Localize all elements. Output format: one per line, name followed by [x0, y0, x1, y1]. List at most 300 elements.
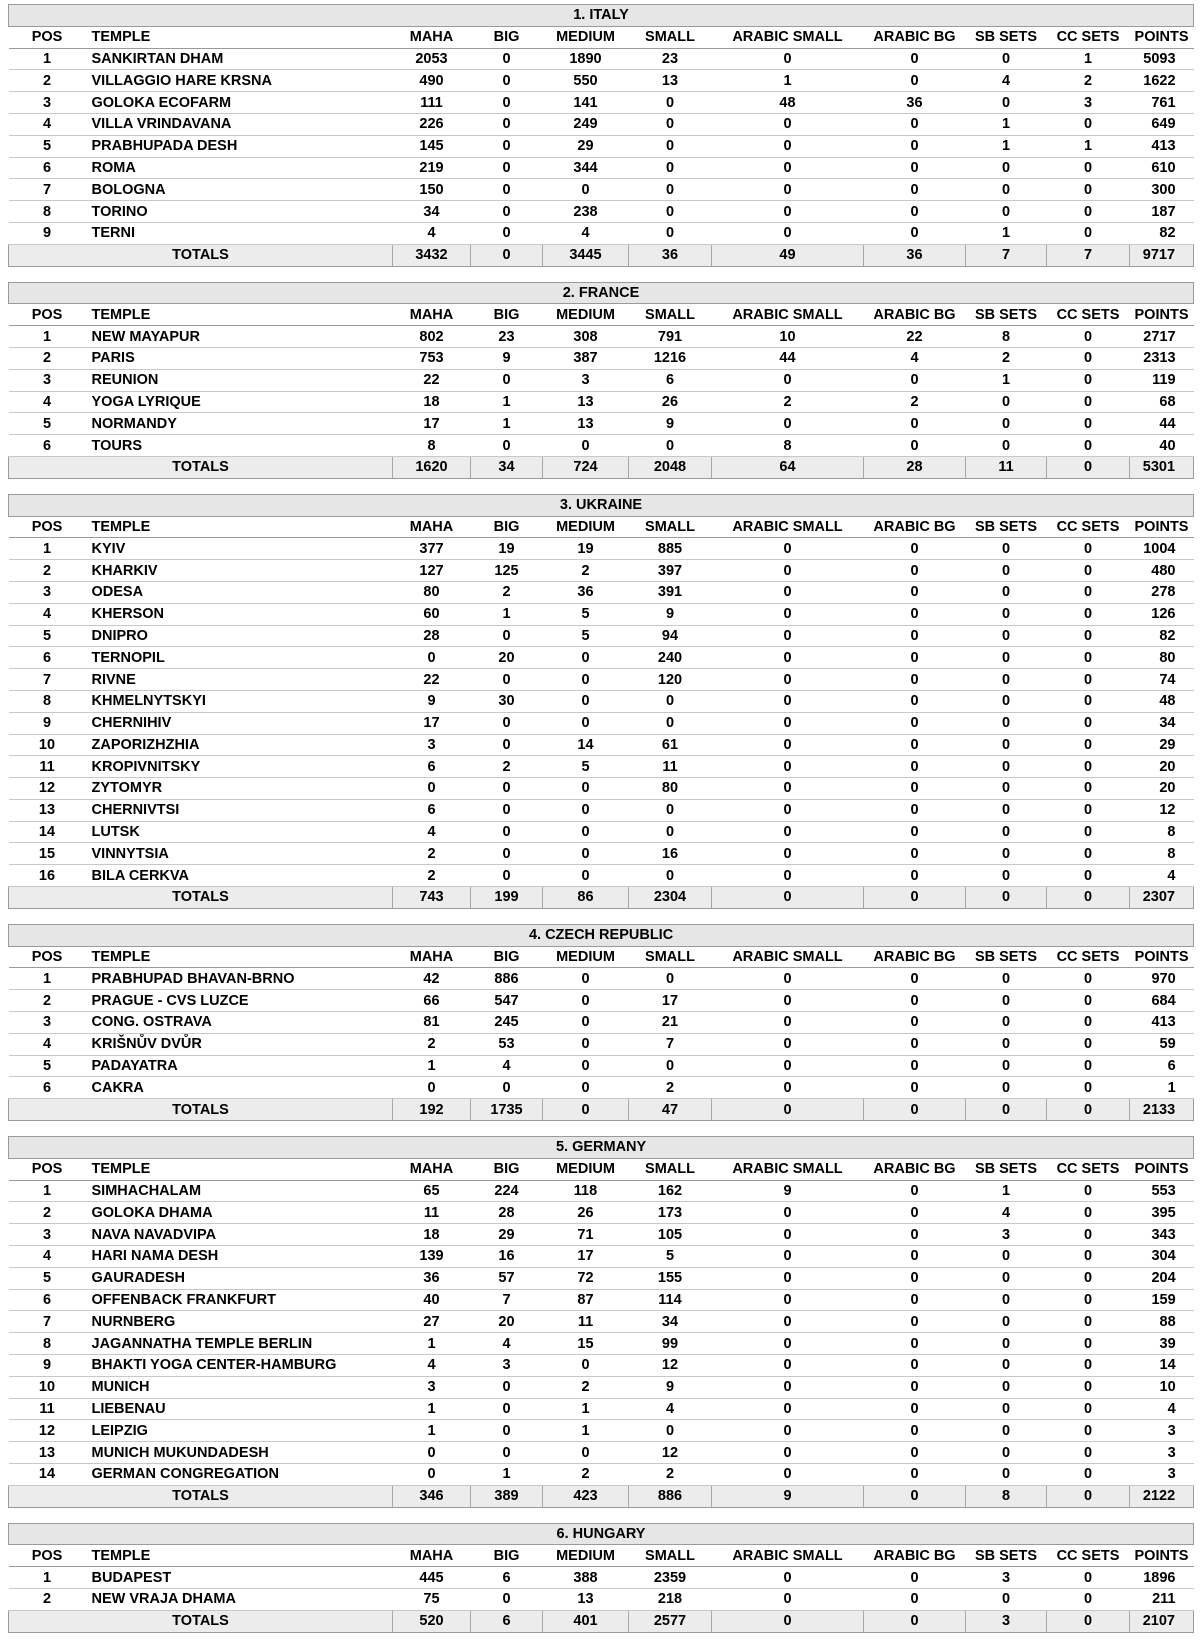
cell-sb-sets: 0	[966, 843, 1047, 865]
cell-big: 0	[471, 222, 543, 244]
table-row	[9, 435, 1194, 457]
country-title-row	[9, 494, 1194, 516]
cell-sb-sets: 0	[966, 1311, 1047, 1333]
total-sb-sets: 11	[966, 456, 1047, 478]
column-header-maha: MAHA	[393, 304, 471, 326]
cell-maha: 0	[393, 778, 471, 800]
total-medium: 86	[543, 887, 629, 909]
country-table	[8, 4, 1194, 267]
cell-big: 224	[471, 1180, 543, 1202]
cell-small: 6	[629, 369, 712, 391]
cell-small: 0	[629, 135, 712, 157]
cell-maha: 226	[393, 113, 471, 135]
cell-arabic-small: 0	[712, 1224, 864, 1246]
cell-arabic-small: 0	[712, 1442, 864, 1464]
cell-arabic-small: 9	[712, 1180, 864, 1202]
cell-small: 1216	[629, 347, 712, 369]
cell-big: 0	[471, 157, 543, 179]
table-row	[9, 690, 1194, 712]
cell-big: 4	[471, 1333, 543, 1355]
cell-arabic-small: 0	[712, 1267, 864, 1289]
cell-points: 6	[1130, 1055, 1194, 1077]
cell-pos: 2	[9, 990, 86, 1012]
cell-small: 155	[629, 1267, 712, 1289]
cell-maha: 27	[393, 1311, 471, 1333]
cell-points: 343	[1130, 1224, 1194, 1246]
cell-temple: DNIPRO	[86, 625, 393, 647]
cell-arabic-bg: 0	[864, 712, 966, 734]
cell-cc-sets: 0	[1047, 1333, 1130, 1355]
cell-big: 0	[471, 778, 543, 800]
cell-cc-sets: 0	[1047, 1464, 1130, 1486]
cell-points: 48	[1130, 690, 1194, 712]
table-row	[9, 603, 1194, 625]
cell-temple: KYIV	[86, 538, 393, 560]
cell-medium: 5	[543, 756, 629, 778]
cell-big: 0	[471, 1077, 543, 1099]
cell-small: 0	[629, 1420, 712, 1442]
cell-maha: 6	[393, 756, 471, 778]
cell-big: 125	[471, 560, 543, 582]
country-title-row	[9, 282, 1194, 304]
country-title: 4. CZECH REPUBLIC	[9, 924, 1194, 946]
cell-maha: 6	[393, 799, 471, 821]
cell-maha: 8	[393, 435, 471, 457]
cell-big: 0	[471, 179, 543, 201]
cell-pos: 15	[9, 843, 86, 865]
cell-sb-sets: 0	[966, 968, 1047, 990]
cell-big: 0	[471, 48, 543, 70]
cell-medium: 1	[543, 1398, 629, 1420]
cell-arabic-small: 0	[712, 865, 864, 887]
cell-maha: 2	[393, 1033, 471, 1055]
cell-maha: 65	[393, 1180, 471, 1202]
cell-arabic-bg: 0	[864, 647, 966, 669]
cell-points: 40	[1130, 435, 1194, 457]
cell-arabic-bg: 0	[864, 990, 966, 1012]
cell-arabic-small: 0	[712, 1202, 864, 1224]
column-header-arabic-bg: ARABIC BG	[864, 946, 966, 968]
cell-temple: ROMA	[86, 157, 393, 179]
cell-big: 0	[471, 669, 543, 691]
cell-medium: 388	[543, 1567, 629, 1589]
country-table	[8, 494, 1194, 909]
total-cc-sets: 0	[1047, 887, 1130, 909]
cell-big: 0	[471, 70, 543, 92]
cell-maha: 0	[393, 1464, 471, 1486]
table-row	[9, 1442, 1194, 1464]
table-row	[9, 1202, 1194, 1224]
total-sb-sets: 0	[966, 1099, 1047, 1121]
cell-sb-sets: 0	[966, 1289, 1047, 1311]
cell-medium: 36	[543, 581, 629, 603]
cell-temple: RIVNE	[86, 669, 393, 691]
column-header-arabic-small: ARABIC SMALL	[712, 304, 864, 326]
cell-temple: GERMAN CONGREGATION	[86, 1464, 393, 1486]
cell-temple: BHAKTI YOGA CENTER-HAMBURG	[86, 1355, 393, 1377]
cell-big: 6	[471, 1567, 543, 1589]
table-row	[9, 157, 1194, 179]
table-row	[9, 413, 1194, 435]
cell-arabic-bg: 0	[864, 734, 966, 756]
cell-small: 9	[629, 413, 712, 435]
total-medium: 3445	[543, 244, 629, 266]
cell-big: 0	[471, 712, 543, 734]
column-header-medium: MEDIUM	[543, 26, 629, 48]
cell-cc-sets: 0	[1047, 990, 1130, 1012]
cell-sb-sets: 4	[966, 70, 1047, 92]
cell-sb-sets: 0	[966, 1012, 1047, 1034]
cell-small: 16	[629, 843, 712, 865]
cell-big: 20	[471, 647, 543, 669]
cell-arabic-small: 48	[712, 92, 864, 114]
totals-row	[9, 887, 1194, 909]
table-row	[9, 843, 1194, 865]
total-points: 2122	[1130, 1485, 1194, 1507]
cell-points: 649	[1130, 113, 1194, 135]
cell-medium: 17	[543, 1246, 629, 1268]
table-row	[9, 821, 1194, 843]
cell-points: 34	[1130, 712, 1194, 734]
cell-arabic-small: 8	[712, 435, 864, 457]
column-header-small: SMALL	[629, 26, 712, 48]
cell-medium: 249	[543, 113, 629, 135]
cell-big: 0	[471, 625, 543, 647]
cell-big: 20	[471, 1311, 543, 1333]
cell-sb-sets: 0	[966, 157, 1047, 179]
cell-temple: KROPIVNITSKY	[86, 756, 393, 778]
cell-cc-sets: 0	[1047, 669, 1130, 691]
column-header-pos: POS	[9, 1545, 86, 1567]
cell-temple: BOLOGNA	[86, 179, 393, 201]
column-header-row	[9, 304, 1194, 326]
cell-pos: 14	[9, 1464, 86, 1486]
country-title-row	[9, 1523, 1194, 1545]
column-header-points: POINTS	[1130, 1158, 1194, 1180]
total-points: 2133	[1130, 1099, 1194, 1121]
cell-pos: 2	[9, 1588, 86, 1610]
cell-points: 610	[1130, 157, 1194, 179]
cell-small: 0	[629, 222, 712, 244]
cell-big: 0	[471, 1588, 543, 1610]
total-cc-sets: 7	[1047, 244, 1130, 266]
column-header-sb-sets: SB SETS	[966, 516, 1047, 538]
column-header-maha: MAHA	[393, 1158, 471, 1180]
cell-big: 0	[471, 1442, 543, 1464]
cell-points: 44	[1130, 413, 1194, 435]
total-arabic-bg: 0	[864, 1099, 966, 1121]
column-header-big: BIG	[471, 1545, 543, 1567]
cell-small: 173	[629, 1202, 712, 1224]
cell-big: 547	[471, 990, 543, 1012]
table-row	[9, 1588, 1194, 1610]
cell-medium: 1	[543, 1420, 629, 1442]
cell-cc-sets: 1	[1047, 135, 1130, 157]
cell-cc-sets: 0	[1047, 1033, 1130, 1055]
cell-temple: LUTSK	[86, 821, 393, 843]
table-row	[9, 222, 1194, 244]
cell-points: 211	[1130, 1588, 1194, 1610]
column-header-maha: MAHA	[393, 516, 471, 538]
country-section	[8, 494, 1193, 909]
cell-small: 0	[629, 690, 712, 712]
cell-temple: GAURADESH	[86, 1267, 393, 1289]
cell-points: 12	[1130, 799, 1194, 821]
cell-pos: 4	[9, 391, 86, 413]
column-header-maha: MAHA	[393, 946, 471, 968]
cell-big: 0	[471, 113, 543, 135]
cell-medium: 2	[543, 1376, 629, 1398]
cell-big: 0	[471, 1420, 543, 1442]
cell-medium: 387	[543, 347, 629, 369]
cell-sb-sets: 3	[966, 1224, 1047, 1246]
cell-temple: VILLAGGIO HARE KRSNA	[86, 70, 393, 92]
total-big: 34	[471, 456, 543, 478]
table-row	[9, 1033, 1194, 1055]
cell-sb-sets: 0	[966, 990, 1047, 1012]
cell-temple: TERNI	[86, 222, 393, 244]
totals-label: TOTALS	[9, 244, 393, 266]
cell-sb-sets: 0	[966, 538, 1047, 560]
column-header-pos: POS	[9, 946, 86, 968]
cell-pos: 11	[9, 756, 86, 778]
cell-sb-sets: 3	[966, 1567, 1047, 1589]
cell-medium: 238	[543, 201, 629, 223]
cell-points: 29	[1130, 734, 1194, 756]
cell-arabic-small: 0	[712, 1398, 864, 1420]
cell-arabic-small: 0	[712, 1246, 864, 1268]
cell-sb-sets: 0	[966, 413, 1047, 435]
cell-arabic-bg: 0	[864, 222, 966, 244]
cell-maha: 2053	[393, 48, 471, 70]
table-row	[9, 1224, 1194, 1246]
cell-big: 886	[471, 968, 543, 990]
cell-points: 39	[1130, 1333, 1194, 1355]
table-row	[9, 48, 1194, 70]
cell-temple: ODESA	[86, 581, 393, 603]
totals-row	[9, 244, 1194, 266]
table-row	[9, 179, 1194, 201]
cell-pos: 6	[9, 435, 86, 457]
cell-arabic-bg: 0	[864, 690, 966, 712]
cell-small: 12	[629, 1355, 712, 1377]
cell-arabic-bg: 0	[864, 1311, 966, 1333]
cell-temple: SANKIRTAN DHAM	[86, 48, 393, 70]
cell-pos: 8	[9, 690, 86, 712]
cell-cc-sets: 0	[1047, 435, 1130, 457]
country-title-row	[9, 924, 1194, 946]
cell-arabic-bg: 0	[864, 1567, 966, 1589]
cell-small: 80	[629, 778, 712, 800]
cell-medium: 0	[543, 1077, 629, 1099]
cell-big: 23	[471, 326, 543, 348]
cell-points: 187	[1130, 201, 1194, 223]
total-small: 2304	[629, 887, 712, 909]
cell-cc-sets: 0	[1047, 413, 1130, 435]
column-header-sb-sets: SB SETS	[966, 1545, 1047, 1567]
cell-cc-sets: 3	[1047, 92, 1130, 114]
cell-medium: 13	[543, 1588, 629, 1610]
cell-temple: ZYTOMYR	[86, 778, 393, 800]
cell-points: 4	[1130, 865, 1194, 887]
cell-temple: KHMELNYTSKYI	[86, 690, 393, 712]
cell-sb-sets: 0	[966, 1588, 1047, 1610]
cell-temple: LIEBENAU	[86, 1398, 393, 1420]
cell-pos: 6	[9, 1077, 86, 1099]
cell-maha: 9	[393, 690, 471, 712]
cell-medium: 26	[543, 1202, 629, 1224]
cell-big: 0	[471, 843, 543, 865]
cell-big: 4	[471, 1055, 543, 1077]
cell-arabic-small: 0	[712, 1588, 864, 1610]
cell-arabic-bg: 0	[864, 1077, 966, 1099]
cell-medium: 0	[543, 1055, 629, 1077]
total-medium: 724	[543, 456, 629, 478]
table-row	[9, 712, 1194, 734]
table-row	[9, 865, 1194, 887]
cell-medium: 19	[543, 538, 629, 560]
table-row	[9, 1180, 1194, 1202]
cell-medium: 3	[543, 369, 629, 391]
cell-sb-sets: 0	[966, 799, 1047, 821]
total-arabic-small: 0	[712, 1099, 864, 1121]
cell-small: 26	[629, 391, 712, 413]
cell-sb-sets: 0	[966, 201, 1047, 223]
country-title: 3. UKRAINE	[9, 494, 1194, 516]
column-header-small: SMALL	[629, 1158, 712, 1180]
column-header-arabic-bg: ARABIC BG	[864, 1545, 966, 1567]
cell-arabic-bg: 0	[864, 603, 966, 625]
cell-maha: 40	[393, 1289, 471, 1311]
cell-big: 28	[471, 1202, 543, 1224]
cell-temple: KRIŠNŮV DVŮR	[86, 1033, 393, 1055]
cell-big: 19	[471, 538, 543, 560]
cell-maha: 36	[393, 1267, 471, 1289]
cell-arabic-bg: 0	[864, 560, 966, 582]
cell-pos: 2	[9, 347, 86, 369]
cell-arabic-small: 0	[712, 581, 864, 603]
column-header-row	[9, 1158, 1194, 1180]
country-table	[8, 924, 1194, 1121]
cell-sb-sets: 0	[966, 1376, 1047, 1398]
cell-medium: 4	[543, 222, 629, 244]
total-cc-sets: 0	[1047, 1610, 1130, 1632]
cell-arabic-bg: 0	[864, 581, 966, 603]
cell-pos: 13	[9, 799, 86, 821]
cell-small: 9	[629, 1376, 712, 1398]
country-title-row	[9, 1137, 1194, 1159]
cell-big: 57	[471, 1267, 543, 1289]
cell-maha: 139	[393, 1246, 471, 1268]
cell-cc-sets: 0	[1047, 369, 1130, 391]
cell-points: 278	[1130, 581, 1194, 603]
column-header-row	[9, 516, 1194, 538]
cell-small: 885	[629, 538, 712, 560]
cell-medium: 5	[543, 603, 629, 625]
cell-maha: 1	[393, 1055, 471, 1077]
cell-arabic-small: 2	[712, 391, 864, 413]
cell-arabic-small: 0	[712, 1420, 864, 1442]
table-row	[9, 1012, 1194, 1034]
totals-label: TOTALS	[9, 1485, 393, 1507]
cell-temple: PARIS	[86, 347, 393, 369]
cell-arabic-bg: 36	[864, 92, 966, 114]
cell-cc-sets: 0	[1047, 778, 1130, 800]
cell-cc-sets: 1	[1047, 48, 1130, 70]
cell-small: 13	[629, 70, 712, 92]
cell-maha: 80	[393, 581, 471, 603]
cell-sb-sets: 0	[966, 669, 1047, 691]
cell-arabic-bg: 0	[864, 1420, 966, 1442]
cell-big: 2	[471, 581, 543, 603]
cell-points: 59	[1130, 1033, 1194, 1055]
cell-points: 8	[1130, 843, 1194, 865]
cell-sb-sets: 0	[966, 821, 1047, 843]
total-sb-sets: 3	[966, 1610, 1047, 1632]
cell-points: 413	[1130, 135, 1194, 157]
cell-arabic-bg: 0	[864, 113, 966, 135]
cell-points: 20	[1130, 756, 1194, 778]
cell-points: 80	[1130, 647, 1194, 669]
cell-medium: 0	[543, 968, 629, 990]
cell-arabic-small: 0	[712, 157, 864, 179]
cell-maha: 0	[393, 1442, 471, 1464]
cell-medium: 0	[543, 865, 629, 887]
cell-cc-sets: 0	[1047, 391, 1130, 413]
total-points: 2107	[1130, 1610, 1194, 1632]
cell-cc-sets: 0	[1047, 712, 1130, 734]
column-header-temple: TEMPLE	[86, 1545, 393, 1567]
cell-temple: OFFENBACK FRANKFURT	[86, 1289, 393, 1311]
cell-medium: 14	[543, 734, 629, 756]
column-header-temple: TEMPLE	[86, 946, 393, 968]
cell-maha: 219	[393, 157, 471, 179]
cell-big: 2	[471, 756, 543, 778]
cell-big: 0	[471, 369, 543, 391]
cell-medium: 118	[543, 1180, 629, 1202]
cell-points: 1622	[1130, 70, 1194, 92]
cell-big: 29	[471, 1224, 543, 1246]
cell-pos: 6	[9, 1289, 86, 1311]
cell-maha: 1	[393, 1398, 471, 1420]
total-arabic-small: 9	[712, 1485, 864, 1507]
column-header-arabic-bg: ARABIC BG	[864, 516, 966, 538]
table-row	[9, 625, 1194, 647]
table-row	[9, 326, 1194, 348]
cell-arabic-small: 0	[712, 538, 864, 560]
cell-maha: 28	[393, 625, 471, 647]
cell-cc-sets: 0	[1047, 560, 1130, 582]
cell-maha: 2	[393, 865, 471, 887]
cell-arabic-bg: 0	[864, 778, 966, 800]
cell-big: 3	[471, 1355, 543, 1377]
cell-cc-sets: 0	[1047, 690, 1130, 712]
cell-sb-sets: 0	[966, 734, 1047, 756]
cell-points: 395	[1130, 1202, 1194, 1224]
total-arabic-small: 0	[712, 1610, 864, 1632]
cell-big: 245	[471, 1012, 543, 1034]
cell-big: 16	[471, 1246, 543, 1268]
cell-maha: 490	[393, 70, 471, 92]
cell-arabic-small: 0	[712, 1333, 864, 1355]
cell-arabic-small: 0	[712, 113, 864, 135]
cell-medium: 71	[543, 1224, 629, 1246]
cell-pos: 5	[9, 413, 86, 435]
cell-arabic-bg: 0	[864, 413, 966, 435]
totals-row	[9, 456, 1194, 478]
total-small: 2577	[629, 1610, 712, 1632]
table-row	[9, 647, 1194, 669]
